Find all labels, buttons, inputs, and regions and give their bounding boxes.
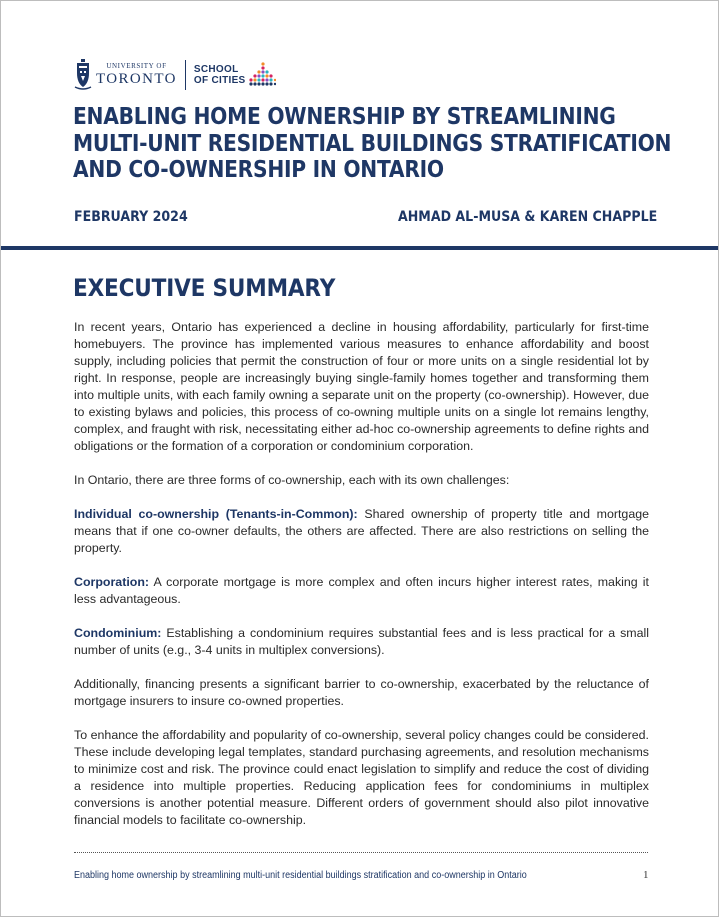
individual-paragraph xyxy=(74,506,649,557)
summary-body xyxy=(74,319,649,829)
header-logos xyxy=(74,57,276,93)
university-small-label: UNIVERSITY OF xyxy=(106,62,167,70)
logo-divider xyxy=(185,60,186,90)
condominium-paragraph xyxy=(74,625,649,659)
forms-paragraph: In Ontario, there are three forms of co-ownership, each with its own challenges: xyxy=(74,473,510,487)
policy-paragraph: To enhance the affordability and popularity of co-ownership, several policy changes could be considered. These include developing legal templates, standard purchasing agreements, and resolution mechanisms to minimize cost and risk. The province could enact legislation to simplify and reduce the cost of dividing a residence into multiple properties. Reducing application fees for condominiums in multiplex conversions is another potential measure. Different orders of government should also pilot innovative financial models to facilitate co-ownership. xyxy=(74,728,649,827)
financing-paragraph: Additionally, financing presents a significant barrier to co-ownership, exacerbated by the reluctance of mortgage insurers to insure co-owned properties. xyxy=(74,677,649,708)
footer-dotted-rule xyxy=(74,852,648,853)
section-heading: EXECUTIVE SUMMARY xyxy=(73,274,336,302)
condominium-text: Establishing a condominium requires substantial fees and is less practical for a small number of units (e.g., 3-4 units in multiplex conversions). xyxy=(74,626,649,657)
individual-term: Individual co-ownership (Tenants-in-Common): xyxy=(74,507,358,521)
university-of-toronto-logo xyxy=(74,59,177,91)
publication-date: FEBRUARY 2024 xyxy=(74,209,188,225)
school-line-2: OF CITIES xyxy=(193,75,246,86)
document-title: ENABLING HOME OWNERSHIP BY STREAMLINING MULTI-UNIT RESIDENTIAL BUILDINGS STRATIFICATION AND CO-OWNERSHIP IN ONTARIO xyxy=(73,104,672,183)
corporation-paragraph xyxy=(74,574,649,608)
header-divider xyxy=(1,246,718,250)
footer-running-title: Enabling home ownership by streamlining multi-unit residential buildings stratification and co-ownership in Ontario xyxy=(74,870,527,881)
page-number: 1 xyxy=(643,869,649,881)
individual-text: Shared ownership of property title and mortgage means that if one co-owner defaults, the others are affected. There are also restrictions on selling the property. xyxy=(74,507,649,555)
crest-icon xyxy=(74,59,92,91)
school-line-1: SCHOOL xyxy=(193,64,239,75)
condominium-term: Condominium: xyxy=(74,626,162,640)
authors: AHMAD AL-MUSA & KAREN CHAPPLE xyxy=(398,209,658,225)
intro-paragraph: In recent years, Ontario has experienced a decline in housing affordability, particularly for first-time homebuyers. The province has implemented various measures to enhance affordability and boost supply, including policies that permit the construction of four or more units on a single residential lot by right. In response, people are increasingly buying single-family homes together and transforming them into multiple units, with each family owning a separate unit on the property (co-ownership). However, due to existing bylaws and policies, this process of co-owning multiple units on a single lot remains lengthy, complex, and fraught with risk, necessitating either ad-hoc co-ownership agreements to define rights and obligations or the formation of a corporation or condominium corporation. xyxy=(74,320,649,453)
university-name: TORONTO xyxy=(96,71,177,87)
city-dots-icon xyxy=(248,62,276,88)
corporation-text: A corporate mortgage is more complex and often incurs higher interest rates, making it less advantageous. xyxy=(74,575,649,606)
school-of-cities-logo xyxy=(194,62,276,88)
corporation-term: Corporation: xyxy=(74,575,150,589)
